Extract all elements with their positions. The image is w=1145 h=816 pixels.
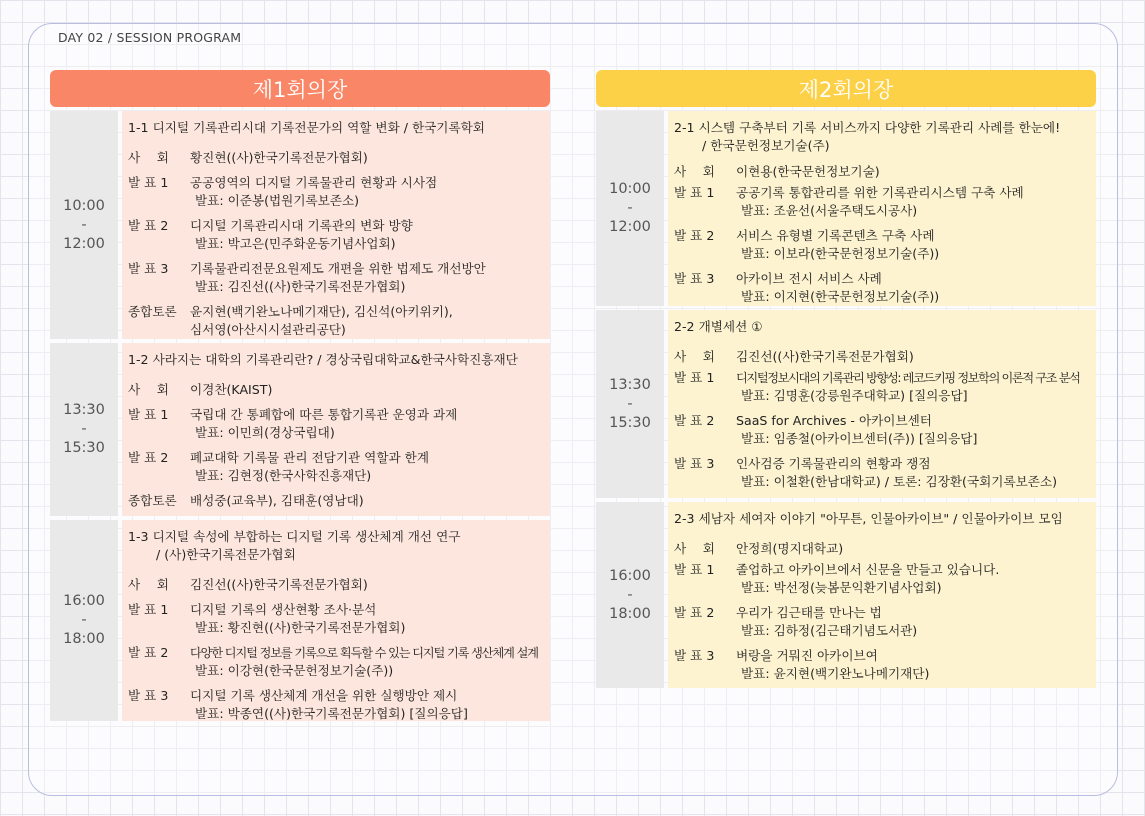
presentation-row: 발 표 3 기록물관리전문요원제도 개편을 위한 법제도 개선방안 발표: 김진선((사)한국기록전문가협회) xyxy=(128,261,486,294)
session-title: 2-3 세남자 세여자 이야기 "아무튼, 인물아카이브" / 인물아카이브 모임 xyxy=(674,511,1063,526)
session-block xyxy=(50,520,550,721)
presentation-row: 발 표 1 디지털정보시대의 기록관리 방향성: 레코드키핑 정보학의 이론적 구조 분석 발표: 김명훈(강릉원주대학교) [질의응답] xyxy=(674,370,1080,403)
presentation-row: 발 표 3 인사검증 기록물관리의 현황과 쟁점 발표: 이철환(한남대학교) / 토론: 김장환(국회기록보존소) xyxy=(674,456,1058,489)
presentation-row: 발 표 3 디지털 기록 생산체계 개선을 위한 실행방안 제시 발표: 박종연((사)한국기록전문가협회) [질의응답] xyxy=(128,688,468,721)
session-content xyxy=(122,520,550,721)
hall-2-column xyxy=(596,70,1096,692)
discussion-row: 종합토론 윤지현(백기완노나메기재단), 김신석(아키위키), 심서영(아산시시설관리공단) xyxy=(128,304,453,337)
presentation-row: 발 표 3 벼랑을 거뭐진 아카이브여 발표: 윤지현(백기완노나메기재단) xyxy=(674,648,930,681)
session-content xyxy=(122,111,550,339)
session-time: 13:30 - 15:30 xyxy=(596,310,664,498)
session-content xyxy=(122,343,550,516)
presentation-row: 발 표 1 공공영역의 디지털 기록물관리 현황과 시사점 발표: 이준봉(법원기록보존소) xyxy=(128,175,438,208)
presentation-row: 발 표 2 디지털 기록관리시대 기록관의 변화 방향 발표: 박고은(민주화운동기념사업회) xyxy=(128,218,413,251)
presentation-row: 발 표 2 다양한 디지털 정보를 기록으로 획득할 수 있는 디지털 기록 생산체계 설계 발표: 이강현(한국문헌정보기술(주)) xyxy=(128,645,538,678)
session-content xyxy=(668,310,1096,498)
session-block xyxy=(50,343,550,516)
hall-2-header: 제2회의장 xyxy=(596,70,1096,107)
session-block xyxy=(596,111,1096,306)
session-time: 13:30 - 15:30 xyxy=(50,343,118,516)
presentation-row: 발 표 2 우리가 김근태를 만나는 법 발표: 김하정(김근태기념도서관) xyxy=(674,605,918,638)
breadcrumb: DAY 02 / SESSION PROGRAM xyxy=(58,30,242,45)
session-title: 2-1 시스템 구축부터 기록 서비스까지 다양한 기록관리 사례를 한눈에! / 한국문헌정보기술(주) xyxy=(674,120,1061,153)
presentation-row: 발 표 2 서비스 유형별 기록콘텐츠 구축 사례 발표: 이보라(한국문헌정보기술(주)) xyxy=(674,228,940,261)
hall-1-column xyxy=(50,70,550,725)
session-content xyxy=(668,111,1096,306)
moderator-row: 사 회 황진현((사)한국기록전문가협회) xyxy=(128,150,368,165)
presentation-row: 발 표 2 SaaS for Archives - 아카이브센터 발표: 임종철(아카이브센터(주)) [질의응답] xyxy=(674,413,978,446)
session-time: 10:00 - 12:00 xyxy=(50,111,118,339)
presentation-row: 발 표 1 국립대 간 통폐합에 따른 통합기록관 운영과 과제 발표: 이민희(경상국립대) xyxy=(128,407,458,440)
discussion-row: 종합토론 배성중(교육부), 김태훈(영남대) xyxy=(128,493,364,508)
moderator-row: 사 회 안정희(명지대학교) xyxy=(674,541,844,556)
presentation-row: 발 표 2 폐교대학 기록물 관리 전담기관 역할과 한계 발표: 김현정(한국사학진흥재단) xyxy=(128,450,429,483)
hall-1-header: 제1회의장 xyxy=(50,70,550,107)
session-title: 1-3 디지털 속성에 부합하는 디지털 기록 생산체계 개선 연구 / (사)한국기록전문가협회 xyxy=(128,529,461,562)
session-block xyxy=(50,111,550,339)
session-content xyxy=(668,502,1096,688)
moderator-row: 사 회 김진선((사)한국기록전문가협회) xyxy=(128,577,368,592)
session-title: 2-2 개별세션 ① xyxy=(674,319,763,334)
moderator-row: 사 회 이경찬(KAIST) xyxy=(128,382,273,397)
presentation-row: 발 표 1 디지털 기록의 생산현황 조사·분석 발표: 황진현((사)한국기록전문가협회) xyxy=(128,602,406,635)
presentation-row: 발 표 1 공공기록 통합관리를 위한 기록관리시스템 구축 사례 발표: 조윤선(서울주택도시공사) xyxy=(674,185,1024,218)
session-block xyxy=(596,502,1096,688)
presentation-row: 발 표 1 졸업하고 아카이브에서 신문을 만들고 있습니다. 발표: 박선정(늦봄문익환기념사업회) xyxy=(674,562,1000,595)
session-time: 10:00 - 12:00 xyxy=(596,111,664,306)
presentation-row: 발 표 3 아카이브 전시 서비스 사례 발표: 이지현(한국문헌정보기술(주)) xyxy=(674,271,940,304)
session-time: 16:00 - 18:00 xyxy=(50,520,118,721)
moderator-row: 사 회 김진선((사)한국기록전문가협회) xyxy=(674,349,914,364)
session-title: 1-2 사라지는 대학의 기록관리란? / 경상국립대학교&한국사학진흥재단 xyxy=(128,352,518,367)
session-time: 16:00 - 18:00 xyxy=(596,502,664,688)
moderator-row: 사 회 이현용(한국문헌정보기술) xyxy=(674,164,880,179)
session-block xyxy=(596,310,1096,498)
session-title: 1-1 디지털 기록관리시대 기록전문가의 역할 변화 / 한국기록학회 xyxy=(128,120,485,135)
